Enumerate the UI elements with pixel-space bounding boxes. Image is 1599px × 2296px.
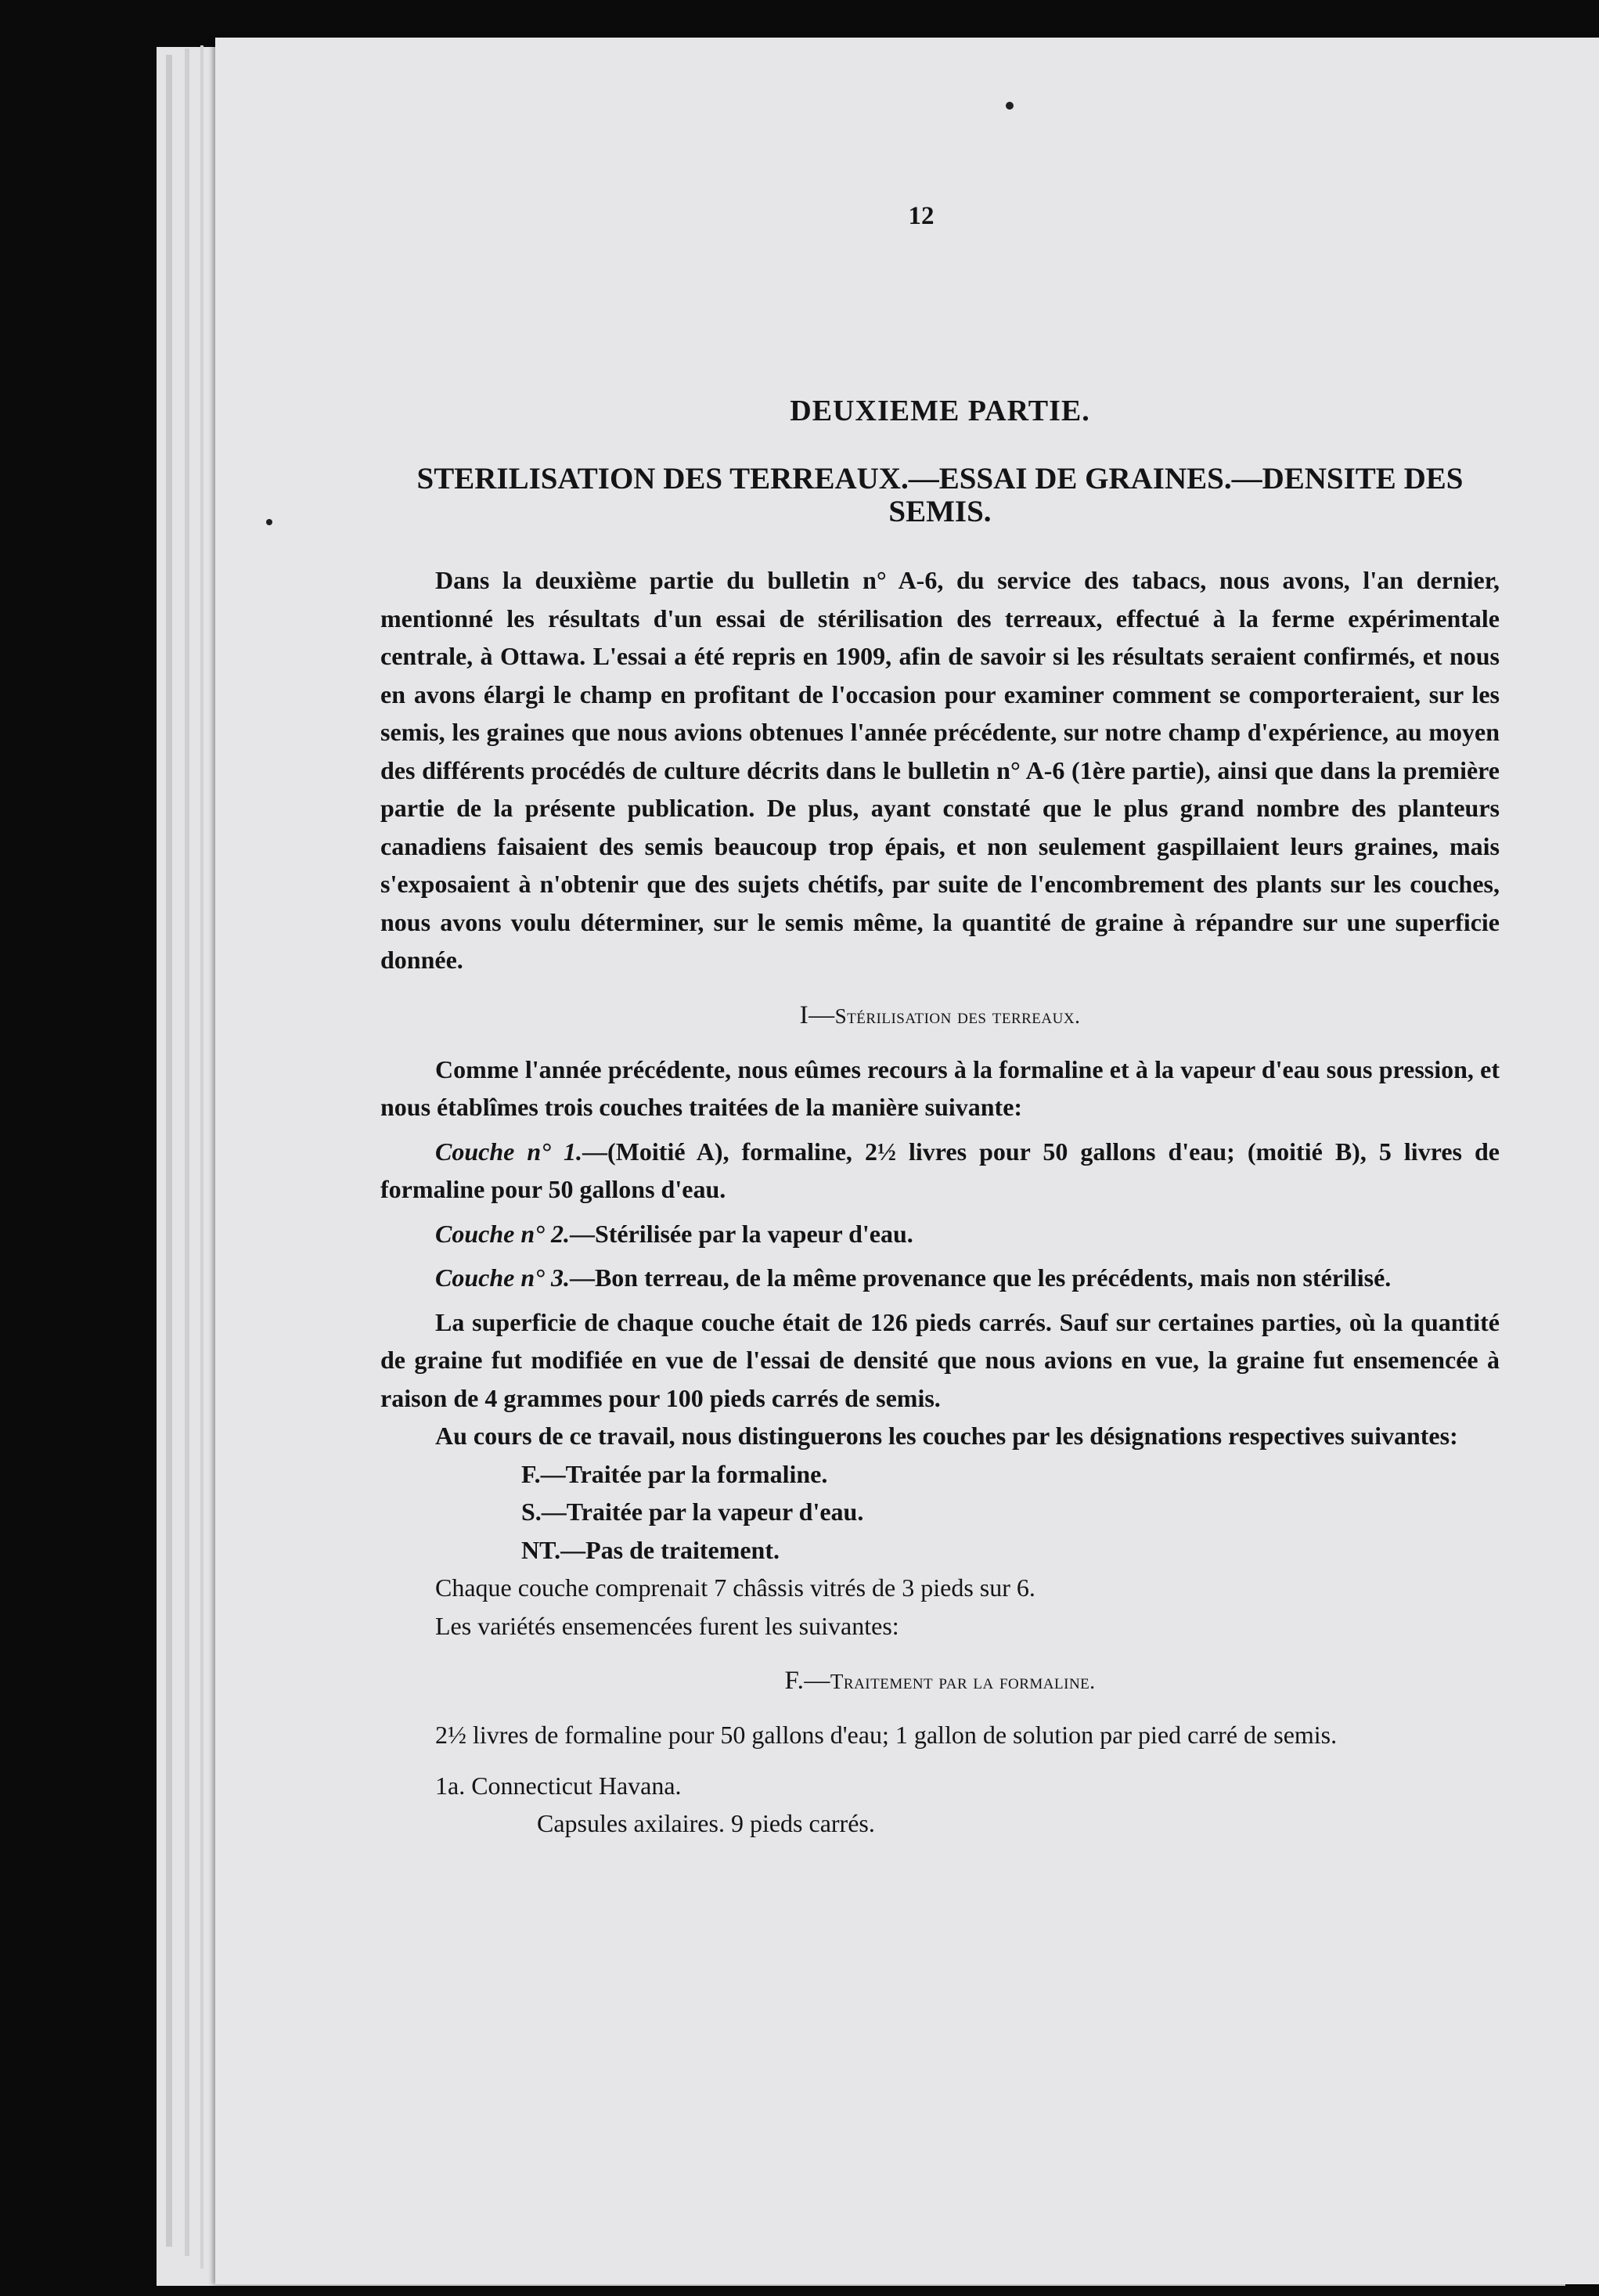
subsection-heading-sterilisation: I—Stérilisation des terreaux.: [799, 1000, 1081, 1029]
couche-3-paragraph: Couche n° 3.—Bon terreau, de la même provenance que les précédents, mais non stérilisé.: [435, 1263, 1392, 1292]
subsection-heading-formaline: F.—Traitement par la formaline.: [784, 1667, 1096, 1695]
page-number: 12: [908, 202, 935, 230]
paragraph: La superficie de chaque couche était de 126 pieds carrés. Sauf sur certaines parties, où la quantité de graine fut modifiée en vue de l'essai de densité que nous avions en vue, la graine fut ensemencée à raison de 4 grammes pour 100 pieds carrés de semis.: [380, 1307, 1500, 1412]
page-stack-edge: [166, 55, 172, 2247]
variety-detail: Capsules axilaires. 9 pieds carrés.: [537, 1809, 875, 1837]
text-line: Chaque couche comprenait 7 châssis vitrés de 3 pieds sur 6.: [435, 1573, 1035, 1602]
ink-speck: [1006, 102, 1014, 110]
couche-2-paragraph: Couche n° 2.—Stérilisée par la vapeur d'eau.: [435, 1219, 913, 1248]
designation-item: F.—Traitée par la formaline.: [521, 1459, 828, 1488]
text-line: Les variétés ensemencées furent les suivantes:: [435, 1611, 899, 1640]
ink-speck: [266, 519, 272, 525]
part-title: DEUXIEME PARTIE.: [790, 395, 1090, 427]
page-content: [380, 394, 1500, 1843]
designation-item: NT.—Pas de traitement.: [521, 1535, 780, 1564]
designation-item: S.—Traitée par la vapeur d'eau.: [521, 1498, 864, 1526]
intro-paragraph: Dans la deuxième partie du bulletin n° A-6, du service des tabacs, nous avons, l'an dernier, mentionné les résultats d'un essai de stérilisation des terreaux, effectué à la ferme expérimentale centrale, à Ottawa. L'essai a été repris en 1909, afin de savoir si les résultats seraient confirmés, et nous en avons élargi le champ en profitant de l'occasion pour examiner comment se comporteraient, sur les semis, les graines que nous avions obtenues l'année précédente, sur notre champ d'expérience, au moyen des différents procédés de culture décrits dans le bulletin n° A-6 (1ère partie), ainsi que dans la première partie de la présente publication. De plus, ayant constaté que le plus grand nombre des planteurs canadiens faisaient des semis beaucoup trop épais, et non seulement gaspillaient leurs graines, mais s'exposaient à n'obtenir que des sujets chétifs, par suite de l'encombrement des plants sur les couches, nous avons voulu déterminer, sur le semis même, la quantité de graine à répandre sur une superficie donnée.: [380, 566, 1500, 974]
couche-1-paragraph: Couche n° 1.—(Moitié A), formaline, 2½ livres pour 50 gallons d'eau; (moitié B), 5 livres de formaline pour 50 gallons d'eau.: [380, 1137, 1500, 1203]
paragraph: Comme l'année précédente, nous eûmes recours à la formaline et à la vapeur d'eau sous pression, et nous établîmes trois couches traitées de la manière suivante:: [380, 1054, 1500, 1121]
document-page: [215, 38, 1599, 2284]
page-stack-edge: [200, 45, 203, 2269]
paragraph: 2½ livres de formaline pour 50 gallons d'eau; 1 gallon de solution par pied carré de semis.: [435, 1721, 1338, 1749]
page-stack-edge: [185, 49, 189, 2256]
paragraph: Au cours de ce travail, nous distinguerons les couches par les désignations respectives suivantes:: [435, 1422, 1458, 1450]
variety-item: 1a. Connecticut Havana.: [435, 1771, 682, 1800]
section-title: STERILISATION DES TERREAUX.—ESSAI DE GRAINES.—DENSITE DES SEMIS.: [416, 462, 1464, 528]
